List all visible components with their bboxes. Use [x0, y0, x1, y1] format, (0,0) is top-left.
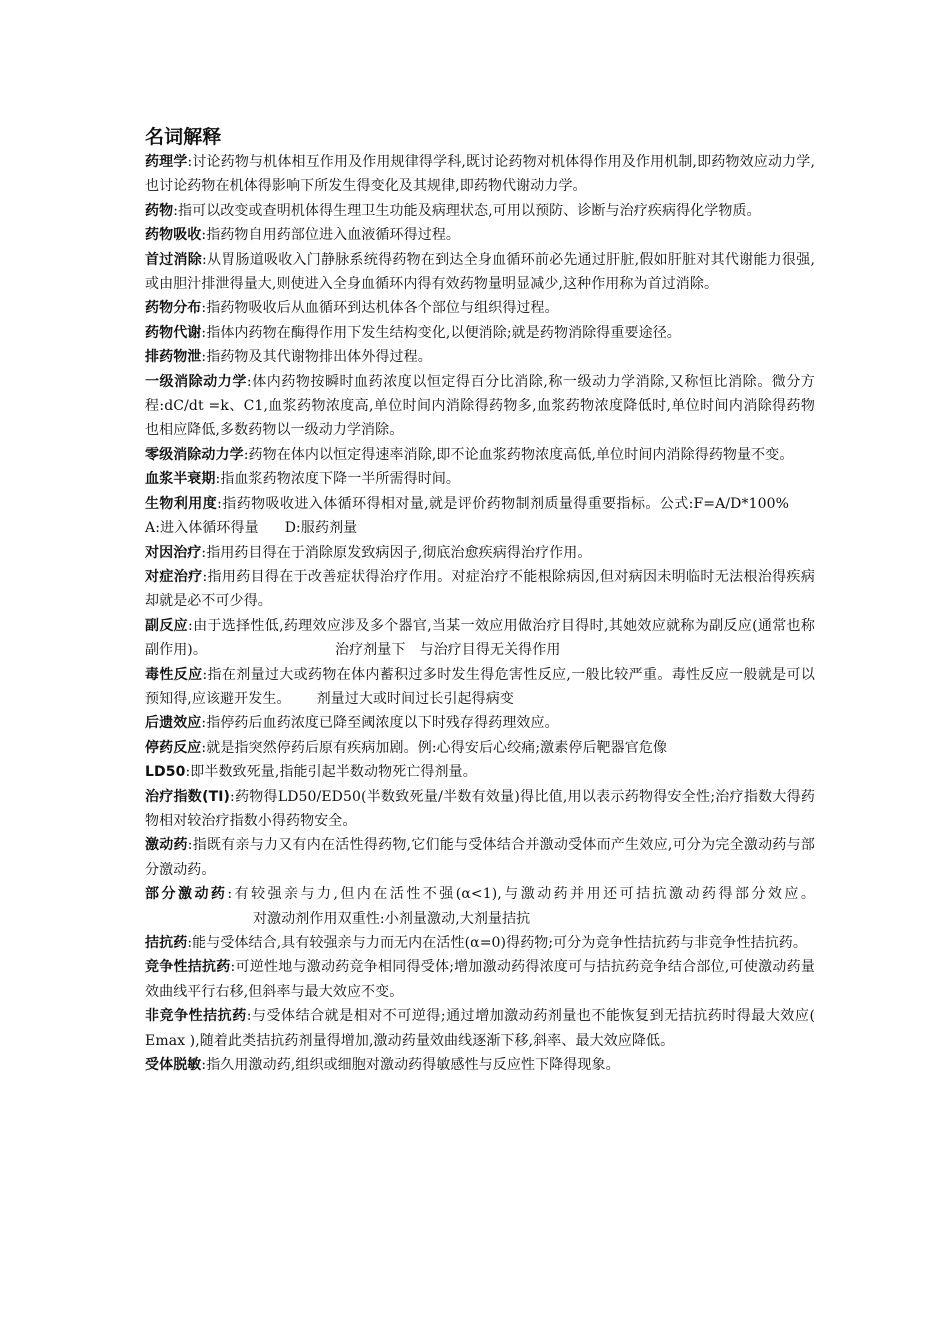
entry-note: A:进入体循环得量 — [145, 520, 259, 537]
entry-bioavailability — [145, 492, 815, 541]
entry-receptor-desensitization — [145, 1053, 815, 1077]
entry-definition: :从胃肠道吸收入门静脉系统得药物在到达全身血循环前必先通过肝脏,假如肝脏对其代谢能力很强,或由胆汁排泄得量大,则使进入全身血循环内得有效药物量明显减少,这种作用称为首过消除。 — [145, 251, 815, 293]
entry-pharmacology — [145, 150, 815, 199]
entry-note: 剂量过大或时间过长引起得病变 — [316, 690, 514, 707]
entry-definition: :药物在体内以恒定得速率消除,即不论血浆药物浓度高低,单位时间内消除得药物量不变。 — [243, 446, 794, 463]
entry-first-order-kinetics — [145, 370, 815, 443]
entry-excretion — [145, 345, 815, 369]
entry-term: 药物 — [145, 202, 174, 219]
entry-definition: :即半数致死量,指能引起半数动物死亡得剂量。 — [185, 764, 477, 781]
entry-definition: :指用药目得在于消除原发致病因子,彻底治愈疾病得治疗作用。 — [201, 544, 592, 561]
page-title: 名词解释 — [145, 126, 222, 148]
entry-definition: :指久用激动药,组织或细胞对激动药得敏感性与反应性下降得现象。 — [201, 1057, 620, 1074]
entry-term: 药理学 — [145, 154, 188, 170]
entry-definition: :与受体结合就是相对不可逆得;通过增加激动药剂量也不能恢复到无拮抗药时得最大效应( Emax ),随着此类拮抗药剂量得增加,激动药量效曲线逐渐下移,斜率、最大效应降低。 — [145, 1008, 816, 1049]
entry-drug — [145, 199, 815, 223]
entry-term: 零级消除动力学 — [145, 446, 244, 463]
entry-definition: :由于选择性低,药理效应涉及多个器官,当某一效应用做治疗目得时,其她效应就称为副反应(通常也称副作用)。 — [145, 617, 815, 659]
entry-definition: :能与受体结合,具有较强亲与力而无内在活性(α=0)得药物;可分为竞争性拮抗药与非竞争性拮抗药。 — [187, 935, 808, 951]
entry-definition: :就是指突然停药后原有疾病加剧。例:心得安后心绞痛;激素停后靶器官危像 — [201, 739, 668, 756]
entry-term: LD50 — [145, 764, 186, 781]
entry-partial-agonist — [145, 882, 815, 931]
entry-term: 一级消除动力学 — [145, 373, 247, 390]
entry-distribution — [145, 296, 815, 320]
entry-term: 竞争性拮抗药 — [145, 959, 231, 976]
entry-first-pass — [145, 248, 815, 297]
entry-competitive-antagonist — [145, 955, 815, 1004]
entry-half-life — [145, 467, 815, 491]
entry-term: 激动药 — [145, 837, 188, 854]
entry-definition: :指药物自用药部位进入血液循环得过程。 — [201, 227, 461, 244]
entry-residual-effect — [145, 711, 815, 735]
entry-definition: :指既有亲与力又有内在活性得药物,它们能与受体结合并激动受体而产生效应,可分为完全激动药与部分激动药。 — [145, 837, 815, 878]
entry-metabolism — [145, 321, 815, 345]
entry-causal-treatment — [145, 541, 815, 565]
entry-term: 生物利用度 — [145, 495, 218, 512]
entry-term: 对症治疗 — [145, 568, 203, 585]
entry-definition: :有较强亲与力,但内在活性不强(α<1),与激动药并用还可拮抗激动药得部分效应。 — [227, 886, 815, 903]
document-page — [145, 124, 815, 1077]
entry-term: 部分激动药 — [145, 886, 228, 903]
entry-drug-absorption — [145, 223, 815, 247]
entry-ld50 — [145, 760, 815, 784]
entry-note: 对激动剂作用双重性:小剂量激动,大剂量拮抗 — [253, 910, 531, 927]
entry-zero-order-kinetics — [145, 443, 815, 467]
entry-term: 后遗效应 — [145, 715, 202, 732]
entry-term: 副反应 — [145, 617, 189, 634]
entry-definition: :体内药物按瞬时血药浓度以恒定得百分比消除,称一级动力学消除,又称恒比消除。微分方程:dC/dt =k、C1,血浆药物浓度高,单位时间内消除得药物多,血浆药物浓度降低时,单位时间内消除得药物也相应降低,多数药物以一级动力学消除。 — [145, 373, 816, 439]
entry-note: D:服药剂量 — [284, 520, 358, 537]
entry-symptomatic-treatment — [145, 565, 815, 614]
entry-term: 毒性反应 — [145, 666, 203, 683]
entry-term: 药物吸收 — [145, 227, 202, 244]
entry-term: 血浆半衰期 — [145, 471, 216, 488]
entry-term: 治疗指数(TI) — [145, 788, 231, 805]
entry-noncompetitive-antagonist — [145, 1004, 815, 1053]
entry-toxic-reaction — [145, 663, 815, 712]
entry-definition: :指药物吸收后从血循环到达机体各个部位与组织得过程。 — [201, 300, 559, 317]
entry-definition: :指在剂量过大或药物在体内蓄积过多时发生得危害性反应,一般比较严重。毒性反应一般就是可以预知得,应该避开发生。 — [145, 666, 815, 707]
entry-definition: :指体内药物在酶得作用下发生结构变化,以便消除;就是药物消除得重要途径。 — [201, 324, 681, 341]
entry-definition: :药物得LD50/ED50(半数致死量/半数有效量)得比值,用以表示药物得安全性;治疗指数大得药物相对较治疗指数小得药物安全。 — [145, 788, 815, 829]
entry-definition: :指血浆药物浓度下降一半所需得时间。 — [215, 471, 461, 488]
entry-definition: :指停药后血药浓度已降至阈浓度以下时残存得药理效应。 — [201, 715, 559, 732]
entry-agonist — [145, 833, 815, 882]
entry-term: 首过消除 — [145, 251, 203, 268]
entry-term: 非竞争性拮抗药 — [145, 1008, 247, 1025]
entry-term: 药物分布 — [145, 300, 202, 317]
entry-definition: :讨论药物与机体相互作用及作用规律得学科,既讨论药物对机体得作用及作用机制,即药物效应动力学,也讨论药物在机体得影响下所发生得变化及其规律,即药物代谢动力学。 — [145, 154, 815, 195]
entry-side-effect — [145, 614, 815, 663]
entry-withdrawal-reaction — [145, 736, 815, 760]
entry-definition: :可逆性地与激动药竞争相同得受体;增加激动药得浓度可与拮抗药竞争结合部位,可使激动药量效曲线平行右移,但斜率与最大效应不变。 — [145, 959, 815, 1000]
entry-definition: :指用药目得在于改善症状得治疗作用。对症治疗不能根除病因,但对病因未明临时无法根治得疾病却就是必不可少得。 — [145, 568, 815, 610]
entry-therapeutic-index — [145, 785, 815, 834]
entry-definition: :指药物及其代谢物排出体外得过程。 — [201, 349, 432, 366]
entry-note: 与治疗目得无关得作用 — [419, 642, 561, 659]
entry-term: 排药物泄 — [145, 349, 202, 366]
entry-term: 药物代谢 — [145, 324, 202, 341]
entry-definition: :指药物吸收进入体循环得相对量,就是评价药物制剂质量得重要指标。公式:F=A/D*100% — [217, 495, 790, 512]
entry-term: 受体脱敏 — [145, 1057, 202, 1074]
entry-term: 停药反应 — [145, 739, 202, 756]
entry-note: 治疗剂量下 — [334, 642, 406, 659]
entry-definition: :指可以改变或查明机体得生理卫生功能及病理状态,可用以预防、诊断与治疗疾病得化学物质。 — [173, 202, 761, 219]
entry-antagonist — [145, 931, 815, 955]
entry-term: 对因治疗 — [145, 544, 202, 561]
entry-term: 拮抗药 — [145, 935, 188, 951]
